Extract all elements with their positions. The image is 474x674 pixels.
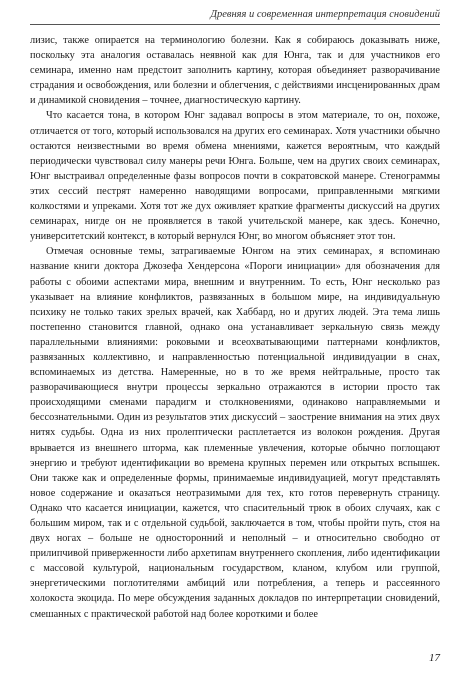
paragraph-3: Отмечая основные темы, затрагиваемые Юнгом на этих семинарах, я вспоминаю название книги доктора Джозефа Хендерсона «Пороги инициации» для обозначения для работы с обоими аспектами мира, внешним и внутренним. То есть, Юнг несколько раз указывает на влияние конфликтов, развязанных в большом мире, на индивидуальную психику не только таких зрелых врачей, как Хаббард, но и других людей. Эта тема лишь постепенно становится главной, однако она устанавливает зеркальную связь между параллельными влияниями: роковыми и всеохватывающими паттернами конфликтов, развязанных коллективно, и направленностью потенциальной индивидуации в снах, вспоминаемых из детства. Намеренные, но в то же время нейтральные, просто так разворачивающиеся внутри процессы зеркально отражаются в истории просто так происходящими сменами парадигм и столкновениями, одинаково направляемыми и бессознательными. Один из результатов этих дискуссий – заострение внимания на этих двух нитях судьбы. Одна из них пролептически расплетается из волокон рождения. Другая врывается из внешнего шторма, как племенные увлечения, которые обычно поглощают энергию и требуют идентификации во времена крупных перемен или открытых вспышек. Они также как и определенные формы, принимаемые индивидуацией, могут представлять новое содержание и оказаться неотразимыми для тех, кто готов перевернуть страницу. Однако что касается инициации, кажется, что спасительный трюк в обоих случаях, как с большим миром, так и с отдельной судьбой, заключается в том, чтобы пройти путь, стоя на двух ногах – больше не односторонний и неполный – и относительно свободно от прилипчивой приверженности либо архетипам внутреннего скопления, либо идентификации с массовой культурой, национальным государством, кланом, клубом или группой, энергетическими поглотителями амбиций или потребления, а теперь и рассеянного холокоста экоцида. По мере обсуждения заданных докладов по интерпретации сновидений, смешанных с практической работой над более короткими и более (30, 246, 440, 620)
page-number: 17 (429, 652, 440, 664)
header-rule (30, 24, 440, 25)
paragraph-1: лизис, также опирается на терминологию болезни. Как я собираюсь доказывать ниже, поскольку эта аналогия оставалась неявной как для Юнга, так и для участников его семинара, именно нам предстоит заполнить картину, которая объединяет разворачивание страдания и освобождения, или болезни и облегчения, с действиями инсценированных драм и динамикой сновидения – точнее, диагностическую картину. (30, 35, 440, 107)
paragraph-2: Что касается тона, в котором Юнг задавал вопросы в этом материале, то он, похоже, отличается от того, который использовался на других его семинарах. Хотя участники обычно остаются неизвестными во время обмена мнениями, кажется вероятным, что каждый периодически чувствовал силу манеры речи Юнга. Больше, чем на других своих семинарах, Юнг выстраивал определенные фазы вопросов почти в сократовской манере. Стенограммы этих сессий пестрят намеренно наводящими вопросами, приправленными мягкими колкостями и упреками. Хотя тот же дух оживляет краткие фрагменты дискуссий на других семинарах, нигде он не проявляется в такой учительской манере, как здесь. Конечно, университетский контекст, в который вернулся Юнг, во многом объясняет этот тон. (30, 110, 440, 243)
running-head: Древняя и современная интерпретация сновидений (210, 9, 440, 20)
body-text (30, 33, 440, 622)
